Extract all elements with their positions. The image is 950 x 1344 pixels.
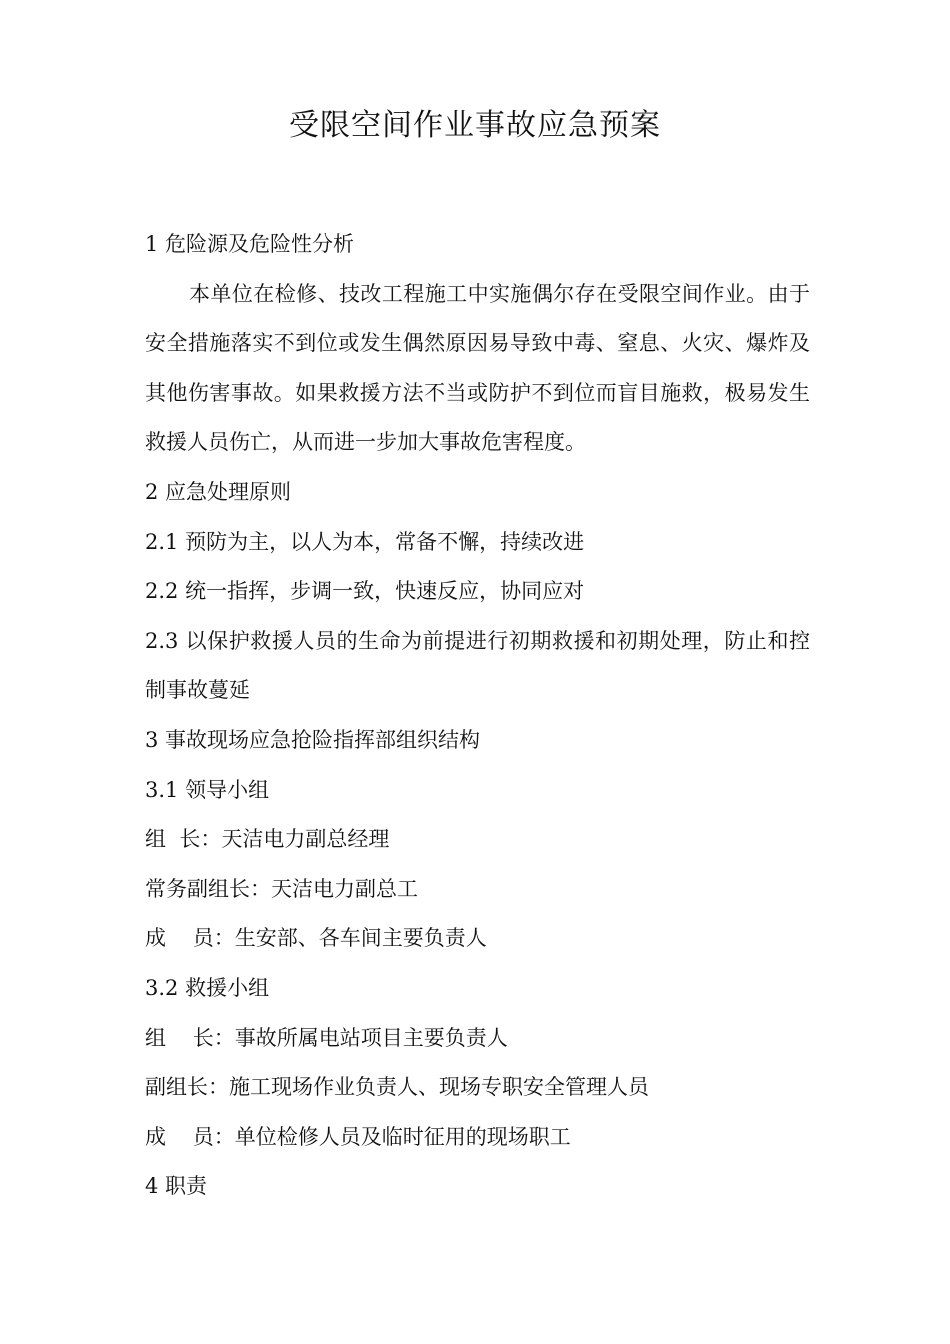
role-label: 组 长：: [145, 827, 222, 852]
rescue-group-row: [145, 1113, 810, 1163]
section-2-item-2: 2.2 统一指挥，步调一致，快速反应，协同应对: [145, 579, 585, 604]
leader-group-row: [145, 914, 810, 964]
document-title: 受限空间作业事故应急预案: [289, 108, 661, 143]
role-value: 单位检修人员及临时征用的现场职工: [234, 1124, 571, 1149]
role-value: 天洁电力副总经理: [221, 827, 390, 852]
role-label: 组 长：: [145, 1025, 235, 1050]
rescue-group-heading: 3.2 救援小组: [145, 975, 270, 1000]
role-label: 常务副组长：: [145, 876, 271, 901]
role-value: 施工现场作业负责人、现场专职安全管理人员: [229, 1075, 649, 1100]
section-3-heading: 3 事故现场应急抢险指挥部组织结构: [145, 727, 481, 752]
rescue-group-row: [145, 1063, 810, 1113]
section-4-heading: 4 职责: [145, 1174, 208, 1199]
role-label: 成 员：: [145, 1124, 235, 1149]
role-label: 副组长：: [145, 1075, 229, 1100]
role-value: 天洁电力副总工: [271, 876, 418, 901]
leader-group-row: [145, 865, 810, 915]
role-value: 生安部、各车间主要负责人: [234, 926, 487, 951]
section-2-item-1: 2.1 预防为主，以人为本，常备不懈，持续改进: [145, 529, 585, 554]
section-1-paragraph: 本单位在检修、技改工程施工中实施偶尔存在受限空间作业。由于安全措施落实不到位或发生偶然原因易导致中毒、窒息、火灾、爆炸及其他伤害事故。如果救援方法不当或防护不到位而盲目施救，极易发生救援人员伤亡，从而进一步加大事故危害程度。: [145, 281, 810, 455]
rescue-group-row: [145, 1014, 810, 1064]
role-label: 成 员：: [145, 926, 235, 951]
leader-group-heading: 3.1 领导小组: [145, 777, 270, 802]
leader-group-row: [145, 815, 810, 865]
section-2-heading: 2 应急处理原则: [145, 479, 292, 504]
section-1-heading: 1 危险源及危险性分析: [145, 232, 355, 256]
document-body: [145, 220, 810, 1212]
section-2-item-3: 2.3 以保护救援人员的生命为前提进行初期救援和初期处理，防止和控制事故蔓延: [145, 628, 810, 703]
role-value: 事故所属电站项目主要负责人: [234, 1025, 508, 1050]
